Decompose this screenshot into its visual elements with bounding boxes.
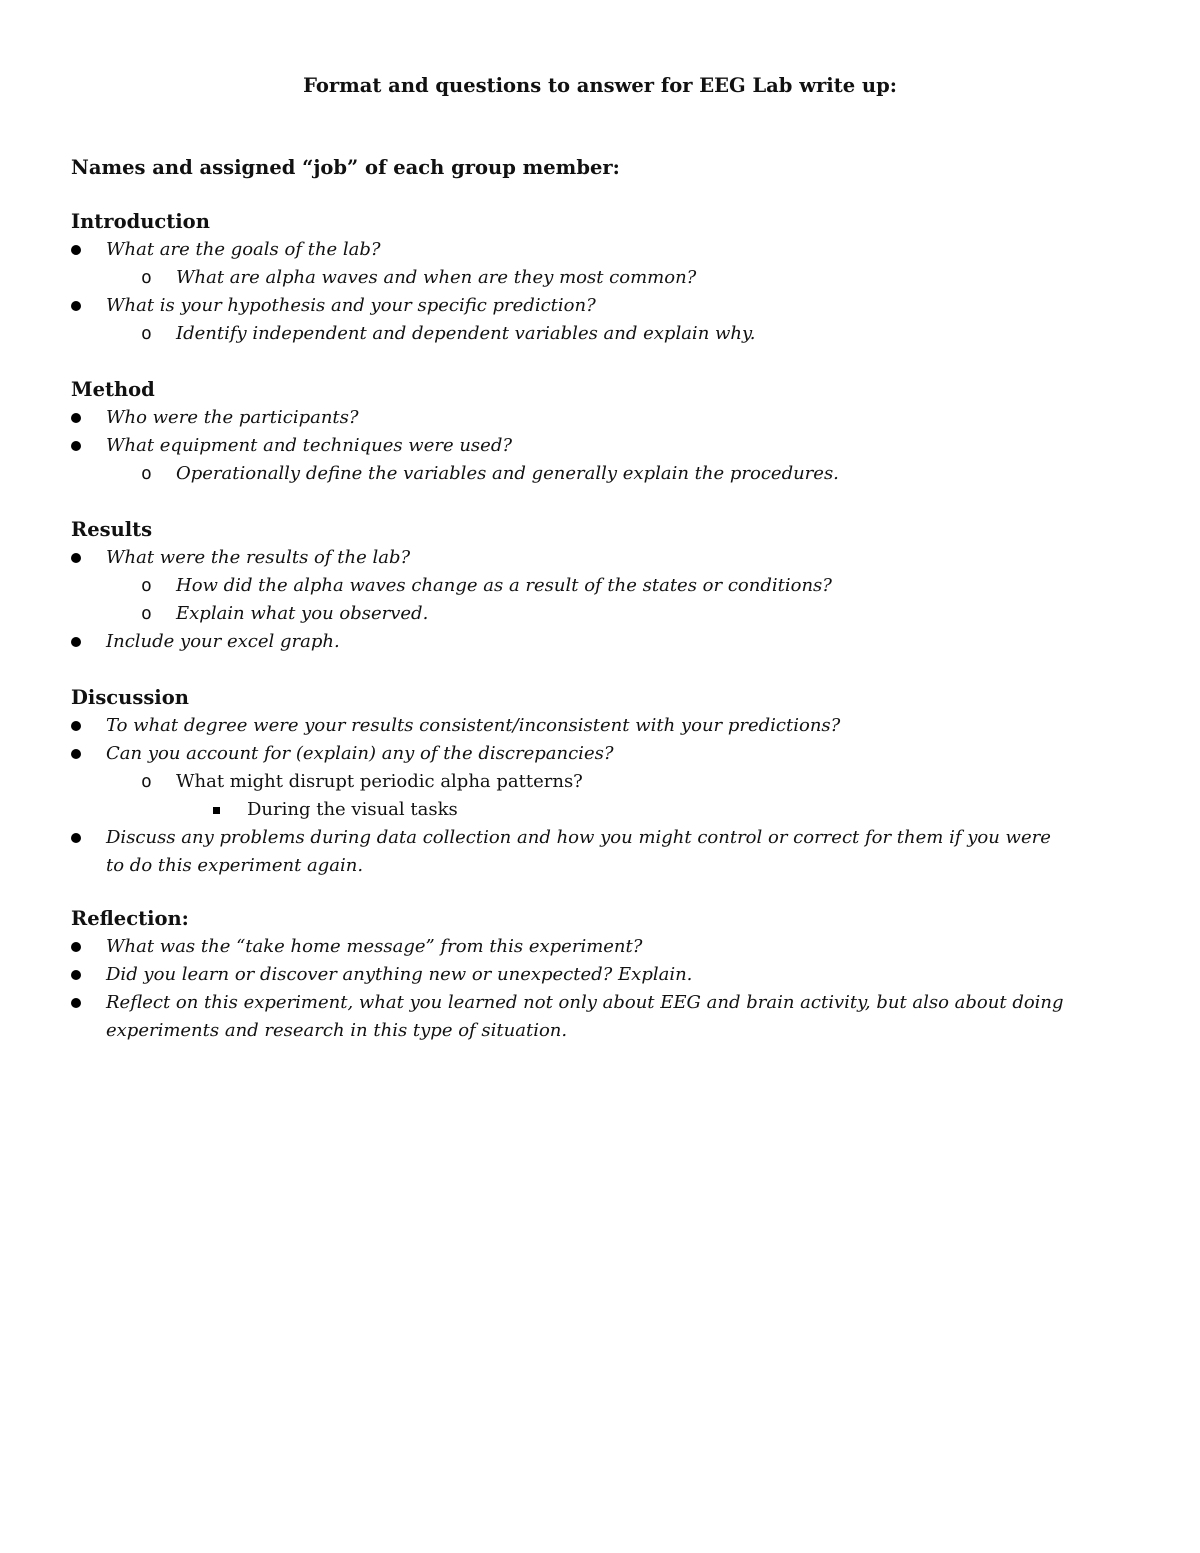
bullet-square-icon <box>213 807 220 814</box>
list-item-text: What equipment and techniques were used? <box>106 435 512 456</box>
list-item <box>71 600 1131 628</box>
bullet-disc-icon <box>71 721 81 731</box>
list-item-text: to do this experiment again. <box>106 855 364 876</box>
section-heading-discussion: Discussion <box>71 686 189 709</box>
list-item-text: What might disrupt periodic alpha patterns? <box>176 771 583 792</box>
list-item-text: Operationally define the variables and generally explain the procedures. <box>176 463 839 484</box>
list-item-text: What was the “take home message” from this experiment? <box>106 936 643 957</box>
bullet-disc-icon <box>71 942 81 952</box>
section-heading-results: Results <box>71 518 153 541</box>
list-item <box>71 292 1131 320</box>
list-item <box>71 460 1131 488</box>
bullet-disc-icon <box>71 441 81 451</box>
list-item <box>71 712 1131 740</box>
list-item-continuation <box>71 1017 1131 1045</box>
bullet-disc-icon <box>71 637 81 647</box>
list-item-text: Can you account for (explain) any of the discrepancies? <box>106 743 614 764</box>
list-item-continuation <box>71 852 1131 880</box>
list-item <box>71 236 1131 264</box>
list-item-text: During the visual tasks <box>247 799 458 820</box>
bullet-disc-icon <box>71 833 81 843</box>
section-introduction <box>71 208 1131 348</box>
bullet-disc-icon <box>71 413 81 423</box>
section-reflection <box>71 905 1131 1045</box>
document-title: Format and questions to answer for EEG Lab write up: <box>303 74 897 97</box>
list-item <box>71 989 1131 1017</box>
bullet-disc-icon <box>71 970 81 980</box>
list-item <box>71 740 1131 768</box>
list-item <box>71 572 1131 600</box>
list-item <box>71 320 1131 348</box>
bullet-disc-icon <box>71 245 81 255</box>
bullet-disc-icon <box>71 998 81 1008</box>
bullet-circle-icon: o <box>141 267 152 288</box>
list-item-text: What are alpha waves and when are they most common? <box>176 267 697 288</box>
list-item <box>71 264 1131 292</box>
list-item-text: What were the results of the lab? <box>106 547 411 568</box>
section-method <box>71 376 1131 488</box>
list-item <box>71 768 1131 796</box>
list-item-text: What are the goals of the lab? <box>106 239 381 260</box>
section-heading-introduction: Introduction <box>71 210 210 233</box>
list-item-text: Explain what you observed. <box>176 603 429 624</box>
list-item <box>71 824 1131 852</box>
list-item-text: To what degree were your results consistent/inconsistent with your predictions? <box>106 715 841 736</box>
list-item-text: Include your excel graph. <box>106 631 340 652</box>
list-item-text: Discuss any problems during data collection and how you might control or correct for them if you were <box>106 827 1051 848</box>
list-item <box>71 432 1131 460</box>
list-item-text: Did you learn or discover anything new or unexpected? Explain. <box>106 964 693 985</box>
bullet-circle-icon: o <box>141 575 152 596</box>
group-members-heading: Names and assigned “job” of each group member: <box>71 156 620 179</box>
list-item-text: How did the alpha waves change as a result of the states or conditions? <box>176 575 832 596</box>
list-item-text: experiments and research in this type of situation. <box>106 1020 568 1041</box>
list-item-text: Reflect on this experiment, what you learned not only about EEG and brain activity, but also about doing <box>106 992 1064 1013</box>
bullet-circle-icon: o <box>141 603 152 624</box>
list-item <box>71 628 1131 656</box>
section-heading-method: Method <box>71 378 155 401</box>
bullet-disc-icon <box>71 553 81 563</box>
list-item <box>71 961 1131 989</box>
bullet-circle-icon: o <box>141 771 152 792</box>
list-item-text: Identify independent and dependent variables and explain why. <box>176 323 756 344</box>
bullet-circle-icon: o <box>141 323 152 344</box>
section-discussion <box>71 684 1131 880</box>
section-heading-reflection: Reflection: <box>71 907 189 930</box>
list-item <box>71 933 1131 961</box>
list-item <box>71 404 1131 432</box>
bullet-circle-icon: o <box>141 463 152 484</box>
bullet-disc-icon <box>71 301 81 311</box>
bullet-disc-icon <box>71 749 81 759</box>
section-results <box>71 516 1131 656</box>
list-item <box>71 544 1131 572</box>
list-item <box>71 796 1131 824</box>
list-item-text: What is your hypothesis and your specific prediction? <box>106 295 596 316</box>
list-item-text: Who were the participants? <box>106 407 359 428</box>
